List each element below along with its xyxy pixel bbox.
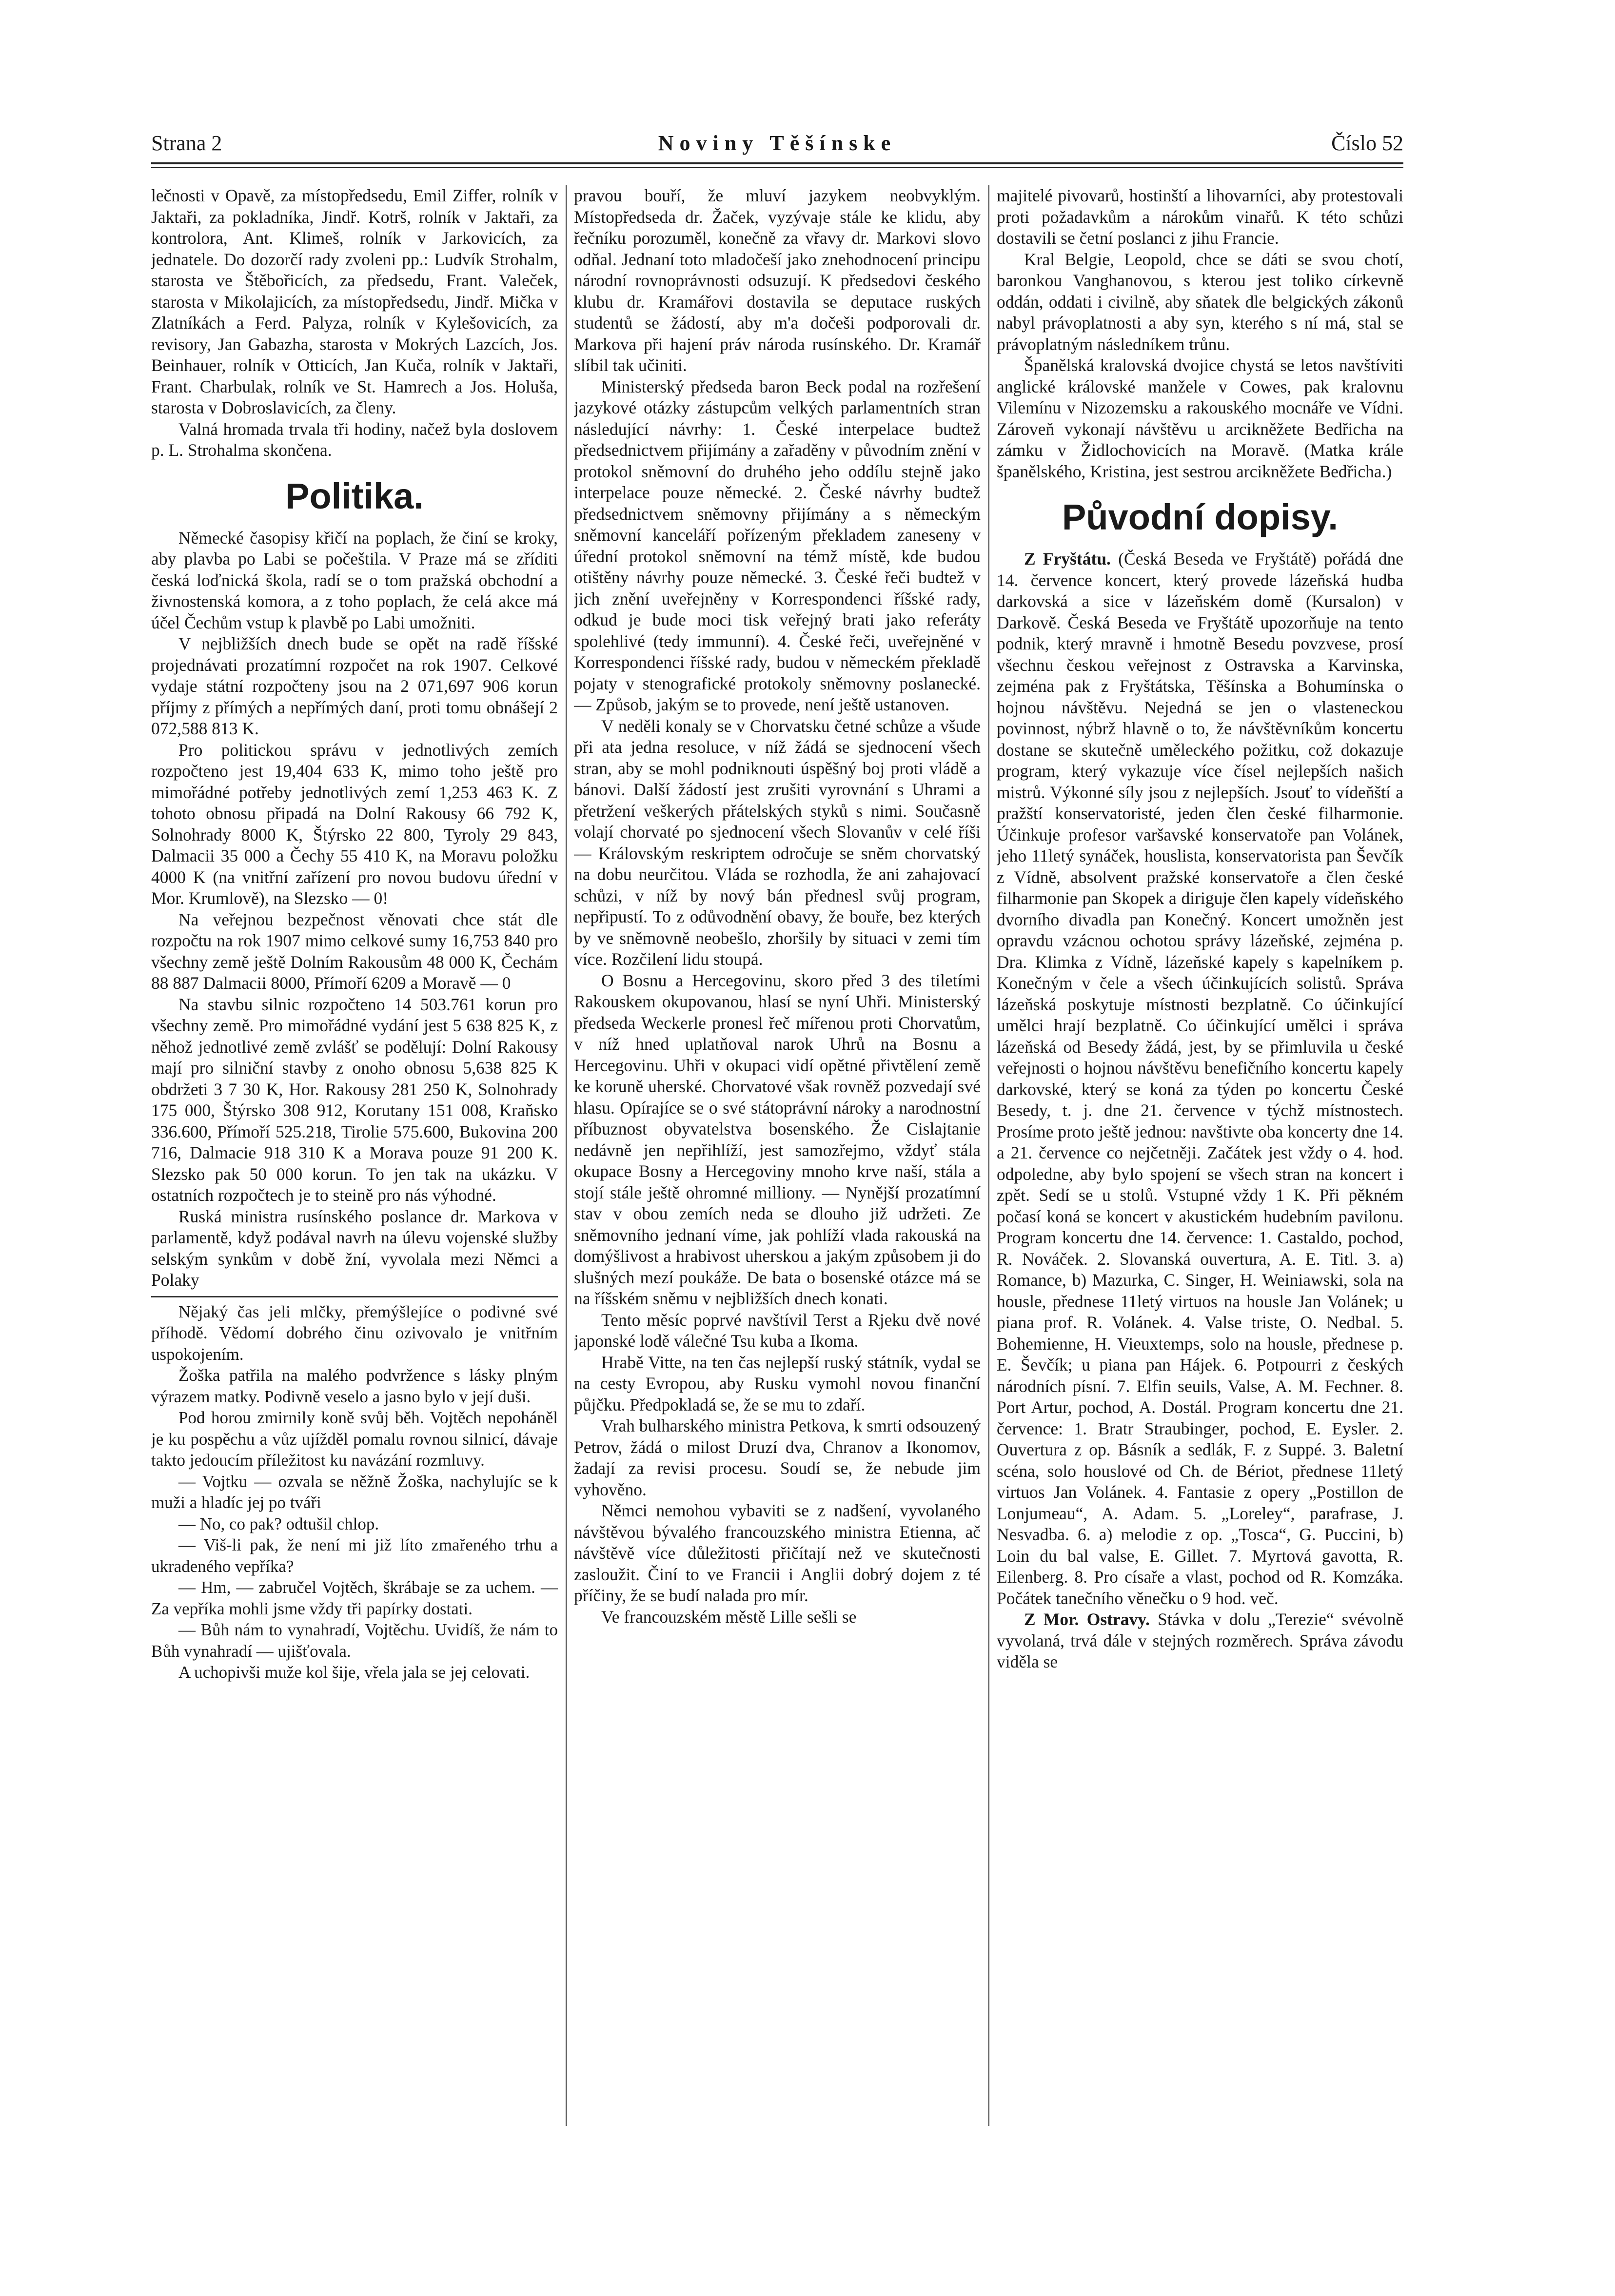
column-divider: [988, 185, 989, 2126]
article-paragraph: Tento měsíc poprvé navštívil Terst a Rjeku dvě nové japonské lodě válečné Tsu kuba a Ikoma.: [574, 1310, 981, 1351]
article-paragraph: O Bosnu a Hercegovinu, skoro před 3 des tiletími Rakouskem okupovanou, hlasí se nyní Uhři. Ministerský předseda Weckerle pronesl řeč mířenou proti Chorvatům, v níž hned uplatňoval narok Uhrů na Bosnu a Hercegovinu. Uhři v okupaci vidí opětné přivtělení země ke koruně uherské. Chorvatové však rovněž pozvedají své hlasu. Opírajíce se o své státoprávní nároky a narodnostní příbuznost obyvatelstva bosenského. Že Cislajtanie nedávně jen nepřihlíží, jest samozřejmo, vždyť stála okupace Bosny a Hercegoviny mnoho krve naší, stála a stojí stále ještě ohromné milliony. — Nynější prozatímní stav v obou zemích neda se dlouho již udržeti. Ze sněmovního jednaní víme, jak pohlíží vlada rakouská na domýšlivost a hrabivost uherskou a jakým způsobem ji do slušných mezí poukáže. De bata o bosenské otázce má se na říšském sněmu v nejbližších dnech konati.: [574, 970, 981, 1308]
feuilleton-paragraph: — Bůh nám to vynahradí, Vojtěchu. Uvidíš, že nám to Bůh vynahradí — ujišťovala.: [151, 1620, 558, 1661]
article-paragraph: Hrabě Vitte, na ten čas nejlepší ruský státník, vydal se na cesty Evropou, aby Rusku vymohl novou finanční půjčku. Předpokladá se, že se mu to zdaří.: [574, 1352, 981, 1414]
article-paragraph: Španělská kralovská dvojice chystá se letos navštíviti anglické královské manžele v Cowes, pak kralovnu Vilemínu v Nizozemsku a rakouského mocnáře ve Vídni. Zároveň vykonají návštěvu u arcikněžete Bedřicha na zámku v Židlochovicích na Moravě. (Matka krále španělského, Kristina, jest sestrou arcikněžete Bedřicha.): [997, 355, 1403, 481]
feuilleton-paragraph: — No, co pak? odtušil chlop.: [178, 1514, 379, 1533]
article-paragraph: Valná hromada trvala tři hodiny, načež byla doslovem p. L. Strohalma skončena.: [151, 419, 558, 460]
article-paragraph: Pro politickou správu v jednotlivých zemích rozpočteno jest 19,404 633 K, mimo toho ještě pro mimořádné potřeby jednotlivých zemí 1,253 463 K. Z tohoto obnosu připadá na Dolní Rakousy 66 792 K, Solnohrady 8000 K, Štýrsko 22 800, Tyroly 29 843, Dalmacii 35 000 a Čechy 55 410 K, na Moravu položku 4000 K (na vnitřní zařízení pro novou budovu úřední v Mor. Krumlově), na Slezsko — 0!: [151, 740, 558, 908]
feuilleton: [151, 1301, 558, 1683]
page-number: Strana 2: [151, 131, 222, 155]
page-header: [151, 131, 1403, 160]
article-paragraph: Vrah bulharského ministra Petkova, k smrti odsouzený Petrov, žádá o milost Druzí dva, Chranov a Ikonomov, žadají za revisi procesu. Soudí se, že nebude jim vyhověno.: [574, 1416, 981, 1499]
article-paragraph: Ve francouzském městě Lille sešli se: [601, 1607, 857, 1627]
feuilleton-paragraph: — Viš-li pak, že není mi již líto zmařeného trhu a ukradeného vepříka?: [151, 1535, 558, 1576]
article-paragraph: V neděli konaly se v Chorvatsku četné schůze a všude při ata jedna resoluce, v níž žádá se sjednocení všech stran, aby se mohl podniknouti úspěšný boj proti vládě a bánovi. Další žádostí jest zrušiti vyrovnání s Uhrami a přetržení veškerých přátelských styků s nimi. Současně volají chorvaté po sjednocení všech Slovanův v celé říši — Královským reskriptem odročuje se sněm chorvatský na dobu neurčitou. Vláda se rozhodla, že ani zahajovací schůzi, v níž by nový bán přednesl svůj program, nepřipustí. To z odůvodnění obavy, že bouře, bez kterých by ve sněmovně neobešlo, zhoršily by situaci v zemi tím více. Rozčilení lidu stoupá.: [574, 716, 981, 969]
header-rule-thin: [151, 167, 1403, 168]
section-heading-politika: Politika.: [285, 475, 424, 516]
article-paragraph: majitelé pivovarů, hostinští a lihovarníci, aby protestovali proti požadavkům a nárokům vinařů. K této schůzi dostavili se četní poslanci z jihu Francie.: [997, 186, 1403, 248]
article-paragraph: Německé časopisy křičí na poplach, že činí se kroky, aby plavba po Labi se počeštila. V Praze má se zříditi česká loďnická škola, radí se o tom pražská obchodní a živnostenská komora, a z toho poplach, že celá akce má účel Čechům vstup k plavbě po Labi umožniti.: [151, 528, 558, 632]
article-text: (Česká Beseda ve Fryštátě) pořádá dne 14. července koncert, který provede lázeňská hudba darkovská a sice v lázeňském domě (Kursalon) v Darkově. Česká Beseda ve Fryštátě upozorňuje na tento podnik, který mravně i hmotně Besedu povzvese, prosí všechnu českou veřejnost z Ostravska a Karvinska, zejména pak z Fryštátska, Těšínska a Bohumínska o hojnou návštěvu. Nejedná se jen o vlasteneckou povinnost, nýbrž hlavně o to, že návštěvníkům koncertu dostane se skutečně uměleckého požitku, což dokazuje program, který vykazuje více čísel nejlepších našich mistrů. Výkonné síly jsou z nejlepších. Jsouť to vídeňští a pražští konservatoristé, jeden člen české filharmonie. Účinkuje profesor varšavské konservatoře pan Volánek, jeho 11letý synáček, houslista, konservatorista pan Ševčík z Vídně, absolvent pražské konservatoře a člen české filharmonie pan Skopek a diriguje člen kapely vídeňského dvorního divadla pan Konečný. Koncert umožněn jest opravdu vzácnou ochotou správy lázeňské, zejména p. Dra. Klimka z Vídně, lázeňské kapely s kapelníkem p. Konečným v čele a všech účinkujících solistů. Správa lázeňská poskytuje místnosti bezplatně. Co účinkující umělci hrají bezplatně. Co účinkující umělci i správa lázeňská od Besedy žádá, jest, by se přimluvila u české veřejnosti o hojnou návštěvu benefičního koncertu kapely darkovské, který se koná za týden po koncertu České Besedy, t. j. dne 21. července v týchž místnostech. Prosíme proto ještě jednou: navštivte oba koncerty dne 14. a 21. července co nejčetněji. Začátek jest vždy o 4. hod. odpoledne, aby bylo spojení se všech stran na koncert i zpět. Sedí se u stolů. Vstupné vždy 1 K. Při pěkném počasí koná se koncert v akustickém hudebním pavilonu. Program koncertu dne 14. července: 1. Castaldo, pochod, R. Nováček. 2. Slovanská ouvertura, A. E. Titl. 3. a) Romance, b) Mazurka, C. Singer, H. Weiniawski, sola na housle, přednese 11letý virtuos na housle Jan Volánek; u piana prof. R. Volánek. 4. Valse triste, O. Nedbal. 5. Bohemienne, H. Vieuxtemps, solo na housle, přednese p. E. Ševčík; u piana pan Hájek. 6. Potpourri z českých národních písní. 7. Elfin seuils, Valse, A. M. Fechner. 8. Port Artur, pochod, A. Dostál. Program koncertu dne 21. července: 1. Bratr Straubinger, pochod, E. Eysler. 2. Ouvertura z op. Básník a sedlák, F. z Suppé. 3. Baletní scéna, solo houslové od Ch. de Bériot, přednese 11letý virtuos Jan Volánek. 4. Fantasie z opery „Postillon de Lonjumeau“, A. Adam. 5. „Loreley“, parafrase, J. Nesvadba. 6. a) melodie z op. „Tosca“, G. Puccini, b) Loin du bal valse, E. Gillet. 7. Myrtová gavotta, R. Eilenberg. 8. Pro císaře a vlast, pochod od R. Komzáka. Počátek tanečního věnečku o 9 hod. več.: [997, 549, 1403, 1608]
article-paragraph: [997, 549, 1403, 1609]
article-paragraph: V nejbližších dnech bude se opět na radě říšské projednávati prozatímní rozpočet na rok 1907. Celkové vydaje státní rozpočteny jsou na 2 071,697 906 korun příjmy z přímých a nepřímých daní, proti tomu obnášejí 2 072,588 813 K.: [151, 634, 558, 738]
section-heading-puvodni-dopisy: Původní dopisy.: [1062, 497, 1338, 537]
article-paragraph: pravou bouří, že mluví jazykem neobvyklým. Místopředseda dr. Žaček, vyzývaje stále ke klidu, aby řečníku porozuměl, konečně za vřavy dr. Markovi slovo odňal. Jednaní toto mladočeší jako znehodnocení principu národní rovnoprávnosti odsuzují. K předsedovi českého klubu dr. Kramářovi dostavila se deputace ruských studentů se žádostí, aby m'a dočeši podporovali dr. Markova při hajení práv národa rusínského. Dr. Kramář slíbil tak učiniti.: [574, 186, 981, 375]
feuilleton-paragraph: — Hm, — zabručel Vojtěch, škrábaje se za uchem. — Za vepříka mohli jsme vždy tři papírky dostati.: [151, 1578, 558, 1618]
article-paragraph: Na veřejnou bezpečnost věnovati chce stát dle rozpočtu na rok 1907 mimo celkové sumy 16,753 840 pro všechny země ještě Dolním Rakousům 48 000 K, Čechám 88 887 Dalmacii 8000, Přímoří 6209 a Moravě — 0: [151, 909, 558, 993]
feuilleton-paragraph: Nějaký čas jeli mlčky, přemýšlejíce o podivné své příhodě. Vědomí dobrého činu ozivovalo je vnitřním uspokojením.: [151, 1302, 558, 1364]
feuilleton-paragraph: Žoška patřila na malého podvržence s lásky plným výrazem matky. Podivně veselo a jasno bylo v její duši.: [151, 1366, 558, 1406]
column-2: [574, 185, 981, 2131]
article-paragraph: [997, 1609, 1403, 1673]
feuilleton-rule: [151, 1296, 558, 1297]
column-3: [997, 185, 1403, 2131]
feuilleton-paragraph: — Vojtku — ozvala se něžně Žoška, nachylujíc se k muži a hladíc jej po tváři: [151, 1472, 558, 1512]
feuilleton-paragraph: Pod horou zmirnily koně svůj běh. Vojtěch nepoháněl je ku pospěchu a vůz ujížděl pomalu rovnou silnicí, dávaje takto jedoucím příležitost ku navázání rozmluvy.: [151, 1408, 558, 1470]
column-divider: [566, 185, 567, 2126]
dateline: Z Mor. Ostravy.: [1024, 1609, 1150, 1629]
feuilleton-paragraph: A uchopivši muže kol šije, vřela jala se jej celovati.: [178, 1663, 530, 1682]
issue-number: Číslo 52: [1331, 131, 1403, 155]
header-rule: [151, 162, 1403, 164]
article-paragraph: Na stavbu silnic rozpočteno 14 503.761 korun pro všechny země. Pro mimořádné vydání jest 5 638 825 K, z něhož jednotlivé země zvlášť se podělují: Dolní Rakousy mají pro silniční stavby z onoho obnosu 5,638 825 K obdržeti 3 7 30 K, Hor. Rakousy 281 250 K, Solnohrady 175 000, Štýrsko 308 912, Korutany 151 008, Kraňsko 336.600, Přímoří 525.218, Tirolie 575.600, Bukovina 200 716, Dalmacie 918 310 K a Morava pouze 91 200 K. Slezsko pak 50 000 korun. To jen tak na ukázku. V ostatních rozpočtech je to steině pro nás výhodné.: [151, 994, 558, 1205]
newspaper-title: Noviny Těšínske: [658, 131, 897, 155]
column-1: [151, 185, 558, 2126]
article-text: Stávka v dolu „Terezie“ svévolně vyvolaná, trvá dále v stejných rozměrech. Správa závodu viděla se: [997, 1609, 1403, 1671]
article-paragraph: Ruská ministra rusínského poslance dr. Markova v parlamentě, když podával navrh na úlevu vojenské služby selským synkům v době žní, vyvolala mezi Němci a Polaky: [151, 1206, 558, 1290]
article-paragraph: lečnosti v Opavě, za místopředsedu, Emil Ziffer, rolník v Jaktaři, za pokladníka, Jindř. Kotrš, rolník v Jaktaři, za kontrolora, Ant. Klimeš, rolník v Jarkovicích, za jednatele. Do dozorčí rady zvoleni pp.: Ludvík Strohalm, starosta ve Štěbořicích, za předsedu, Frant. Valeček, starosta v Mikolajicích, za místopředsedu, Jindř. Mička v Zlatníkách a Ferd. Palyza, rolník v Kylešovicích, za revisory, Jan Gabazha, starosta v Mokrých Lazcích, Jos. Beinhauer, rolník v Otticích, Jan Kuča, rolník v Jaktaři, Frant. Charbulak, rolník ve St. Hamrech a Jos. Holuša, starosta v Dobroslavicích, za členy.: [151, 186, 558, 417]
article-paragraph: Kral Belgie, Leopold, chce se dáti se svou chotí, baronkou Vanghanovou, s kterou jest toliko církevně oddán, oddati i civilně, aby sňatek dle belgických zákonů nabyl právoplatnosti a aby syn, kterého s ní má, stal se právoplatným následníkem trůnu.: [997, 249, 1403, 354]
article-paragraph: Němci nemohou vybaviti se z nadšení, vyvolaného návštěvou bývalého francouzského ministra Etienna, ač návštěvě více důležitosti přičítají než ve skutečnosti zasloužit. Činí to ve Francii i Anglii dobrý dojem z té příčiny, že se budí nalada pro mír.: [574, 1501, 981, 1605]
article-paragraph: Ministerský předseda baron Beck podal na rozřešení jazykové otázky zástupcům velkých parlamentních stran následující návrhy: 1. České interpelace budtež předsednictvem přijímány a zařaděny v původním znění v protokol sněmovní do druhého jeho oddílu stejně jako interpelace pouze německé. 2. České návrhy budtež předsednictvem sněmovny přijímány a s německým sněmovní kanceláří pořízeným překladem zaneseny v úřední protokol sněmovní na témž místě, kde budou otištěny návrhy pouze německé. 3. České řeči budtež v jich znění uveřejněny v Korrespondenci říšské rady, odkud je bude moci tisk veřejný brati jako referáty spolehlivé (tedy immunní). 4. České řeči, uveřejněné v Korrespondenci říšské rady, budou v německém překladě pojaty v stenografické protokoly sněmovny poslanecké. — Způsob, jakým se to provede, není ještě ustanoven.: [574, 376, 981, 714]
dateline: Z Fryštátu.: [1024, 549, 1111, 569]
